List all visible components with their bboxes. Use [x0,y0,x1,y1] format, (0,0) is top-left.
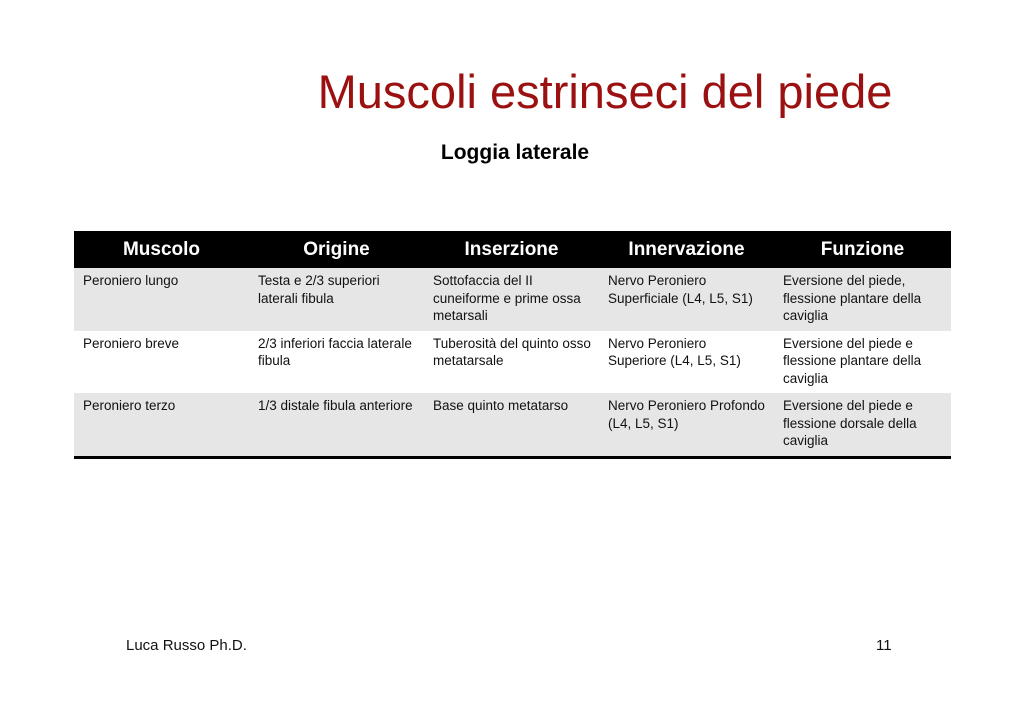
cell-innervazione: Nervo Peroniero Superficiale (L4, L5, S1) [599,268,774,331]
header-innervazione: Innervazione [599,231,774,268]
header-funzione: Funzione [774,231,951,268]
muscles-table [74,231,951,459]
table-row [74,268,951,331]
table-row [74,331,951,394]
cell-funzione: Eversione del piede, flessione plantare della caviglia [774,268,951,331]
cell-inserzione: Tuberosità del quinto osso metatarsale [424,331,599,394]
cell-muscolo: Peroniero terzo [74,393,249,457]
slide-subtitle: Loggia laterale [440,141,590,164]
footer-author: Luca Russo Ph.D. [126,637,247,654]
cell-muscolo: Peroniero breve [74,331,249,394]
cell-origine: Testa e 2/3 superiori laterali fibula [249,268,424,331]
cell-inserzione: Sottofaccia del II cuneiforme e prime ossa metarsali [424,268,599,331]
slide-title: Muscoli estrinseci del piede [317,65,893,118]
table-header-row [74,231,951,268]
table-row [74,393,951,457]
header-muscolo: Muscolo [74,231,249,268]
cell-muscolo: Peroniero lungo [74,268,249,331]
cell-inserzione: Base quinto metatarso [424,393,599,457]
page-number: 11 [876,637,892,654]
cell-innervazione: Nervo Peroniero Profondo (L4, L5, S1) [599,393,774,457]
cell-innervazione: Nervo Peroniero Superiore (L4, L5, S1) [599,331,774,394]
cell-funzione: Eversione del piede e flessione plantare della caviglia [774,331,951,394]
cell-funzione: Eversione del piede e flessione dorsale della caviglia [774,393,951,457]
cell-origine: 1/3 distale fibula anteriore [249,393,424,457]
header-inserzione: Inserzione [424,231,599,268]
cell-origine: 2/3 inferiori faccia laterale fibula [249,331,424,394]
header-origine: Origine [249,231,424,268]
